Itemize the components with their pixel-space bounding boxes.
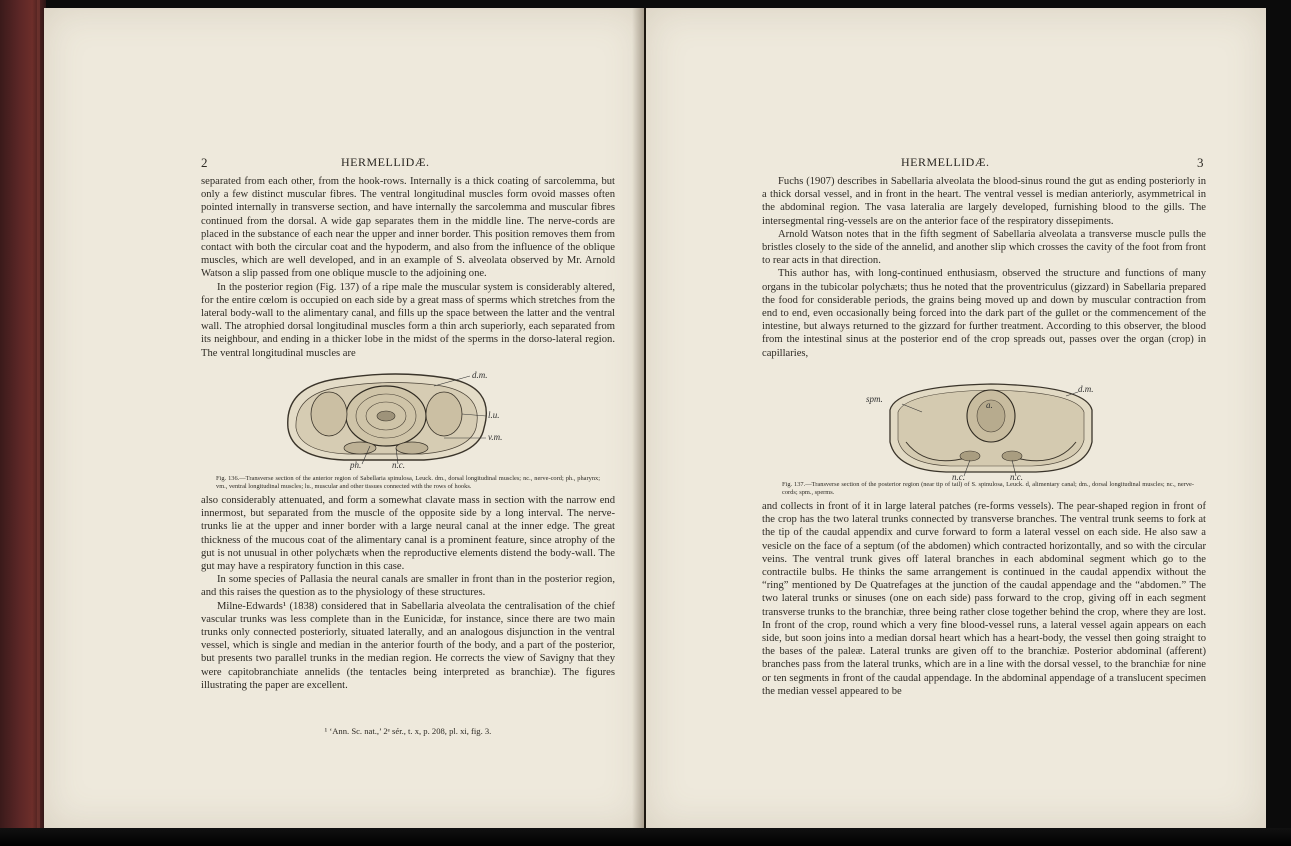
figure-lumen bbox=[377, 411, 395, 421]
running-head: HERMELLIDÆ. bbox=[901, 155, 990, 169]
figure-label: n.c. bbox=[1010, 472, 1023, 482]
figure-label: a. bbox=[986, 400, 993, 410]
figure-137 bbox=[866, 378, 1116, 482]
right-text-top bbox=[762, 175, 1206, 360]
paragraph: In some species of Pallasia the neural canals are smaller in front than in the posterior region, and this raises the question as to the physiology of these structures. bbox=[201, 574, 615, 599]
paragraph: Milne-Edwards¹ (1838) considered that in Sabellaria alveolata the centralisation of the chief vascular trunks was less complete than in the Eunicidæ, for instance, since there are two main trunks only connected posteriorly, situated laterally, and an analogous disjunction in the ventral vessel, which is single and median in the anterior fourth of the body, and a part of the posterior, but presents two parallel trunks in the median region. He corrects the view of Savigny that they were capitobranchiate annelids (the tentacles being interpreted as branchiæ). The figures illustrating the paper are excellent. bbox=[201, 600, 615, 691]
book-cover-edge bbox=[0, 828, 1291, 846]
page-number: 2 bbox=[201, 155, 208, 170]
figure-label: spm. bbox=[866, 394, 883, 404]
paragraph: In the posterior region (Fig. 137) of a ripe male the muscular system is considerably altered, for the entire cœlom is occupied on each side by a great mass of sperms which stretches from the lateral body-wall to the alimentary canal, and fills up the space between the latter and the ventral wall. The atrophied dorsal longitudinal muscles form a thin arch superiorly, each separated from its neighbour, and ending in a thicker lobe in the midst of the sperms in the dorso-lateral region. The ventral longitudinal muscles are bbox=[201, 281, 615, 359]
figure-muscle-right bbox=[426, 392, 462, 436]
figure-label: v.m. bbox=[488, 432, 503, 442]
figure-nerve-cord bbox=[960, 451, 980, 461]
figure-caption: Fig. 136.—Transverse section of the anterior region of Sabellaria spinulosa, Leuck. dm., dorsal longitudinal muscles; nc., nerve-cord; ph., pharynx; vm., ventral longitudinal muscles; lu., muscular and other tissues connected with the rows of hooks. bbox=[216, 475, 600, 490]
figure-nerve-cord bbox=[1002, 451, 1022, 461]
figure-caption: Fig. 137.—Transverse section of the posterior region (near tip of tail) of S. spinulosa, Leuck. d, alimentary canal; dm., dorsal longitudinal muscles; nc., nerve-cords; spm., sperms. bbox=[782, 481, 1194, 496]
left-text-bottom bbox=[201, 494, 615, 692]
footnote: ¹ ‘Ann. Sc. nat.,’ 2ᵉ sér., t. x, p. 208, pl. xi, fig. 3. bbox=[324, 726, 492, 736]
figure-ventral-muscle bbox=[396, 442, 428, 454]
figure-label: d.m. bbox=[1078, 384, 1094, 394]
running-head: HERMELLIDÆ. bbox=[341, 155, 430, 169]
right-page bbox=[646, 8, 1266, 828]
figure-label: n.c. bbox=[952, 472, 965, 482]
paragraph: This author has, with long-continued enthusiasm, observed the structure and functions of many organs in the tubicolar polychæts; thus he noted that the proventriculus (gizzard) in Sabellaria prepared the food for considerable periods, the grains being moved up and down by muscular contraction from end to end, even occasionally being forced into the dark part of the gullet or the commencement of the intestine, but always returned to the gizzard for further treatment. According to this observer, the blood from the intestinal sinus at the posterior end of the crop spreads out, passes over the organ (crop) in capillaries, bbox=[762, 268, 1206, 359]
figure-136 bbox=[274, 368, 519, 470]
figure-label: n.c. bbox=[392, 460, 405, 470]
left-text-top bbox=[201, 175, 615, 360]
paragraph: separated from each other, from the hook-rows. Internally is a thick coating of sarcolemma, but only a few distinct muscular fibres. The ventral longitudinal muscles form ovoid masses often pointed internally in transverse section, and have internally the sarcolemma and muscular fibres continued from the dorsal. A wide gap separates them in the middle line. The nerve-cords are placed in the substance of each near the upper and inner border. This position removes them from contact with both the circular coat and the hypoderm, and also from the influence of the oblique muscles, which are well developed, and in an example of S. alveolata observed by Mr. Arnold Watson a slip passed from one oblique muscle to the adjoining one. bbox=[201, 176, 615, 280]
paragraph: Fuchs (1907) describes in Sabellaria alveolata the blood-sinus round the gut as ending posteriorly in a thick dorsal vessel, and in front in the heart. The ventral vessel is median anteriorly, asymmetrical in the abdominal region. The vasa lateralia are largely developed, furnishing blood to the gills. The intersegmental ring-vessels are on the anterior face of the respiratory dissepiments. bbox=[762, 176, 1206, 227]
figure-muscle-left bbox=[311, 392, 347, 436]
paragraph: and collects in front of it in large lateral patches (re-forms vessels). The pear-shaped region in front of the crop has the two lateral trunks connected by transverse branches. The ventral trunk seems to fork at the tip of the caudal appendix and curve forward to form a lateral vessel on each side. He also saw a vesicle on the face of a septum (of the abdomen) which contracted horizontally, and so with the circular veins. The ventral trunk gives off lateral branches in each abdominal segment which go to the contractile bulbs. He thinks the same arrangement is continued in the caudal appendix without the “ring” mentioned by De Quatrefages at the junction of the caudal appendage and the “abdomen.” The two lateral trunks or sinuses (one on each side) pass forward to the crop, giving off in each segment transverse trunks to the branchiæ, three being rather close together behind the crop, where they are lost. In front of the crop, round which a very fine blood-vessel runs, a lateral vessel again appears on each side, but soon joins into a median dorsal heart which has a heart-body, the vessel then going straight to the bases of the paleæ. Lateral trunks are given off to the branchiæ. Posterior abdominal (afferent) branches pass from the lateral trunks, which are in a line with the dorsal vessel, to the branchiæ for nine or ten segments in front of the caudal appendage. In the abdominal appendage of a translucent specimen the median vessel appeared to be bbox=[762, 501, 1206, 697]
figure-ventral-muscle bbox=[344, 442, 376, 454]
figure-label: d.m. bbox=[472, 370, 488, 380]
right-text-bottom bbox=[762, 500, 1206, 698]
figure-label: ph. bbox=[350, 460, 362, 470]
figure-label: l.u. bbox=[488, 410, 500, 420]
book-cover-spine bbox=[0, 0, 46, 846]
paragraph: Arnold Watson notes that in the fifth segment of Sabellaria alveolata a transverse muscle pulls the bristles closely to the side of the annelid, and another slip which crosses the cavity of the foot from front to rear acts in that direction. bbox=[762, 228, 1206, 267]
page-number: 3 bbox=[1197, 155, 1204, 170]
left-page bbox=[44, 8, 644, 828]
paragraph: also considerably attenuated, and form a somewhat clavate mass in section with the narrow end innermost, but separated from the muscle of the opposite side by a long interval. The nerve-trunks lie at the upper and inner border with a large neural canal at the inner edge. The great thickness of the mucous coat of the alimentary canal is a prominent feature, since atrophy of the gut is not unusual in other polychæts when the reproductive elements distend the body-wall. The gut may have a respiratory function in this case. bbox=[201, 495, 615, 573]
